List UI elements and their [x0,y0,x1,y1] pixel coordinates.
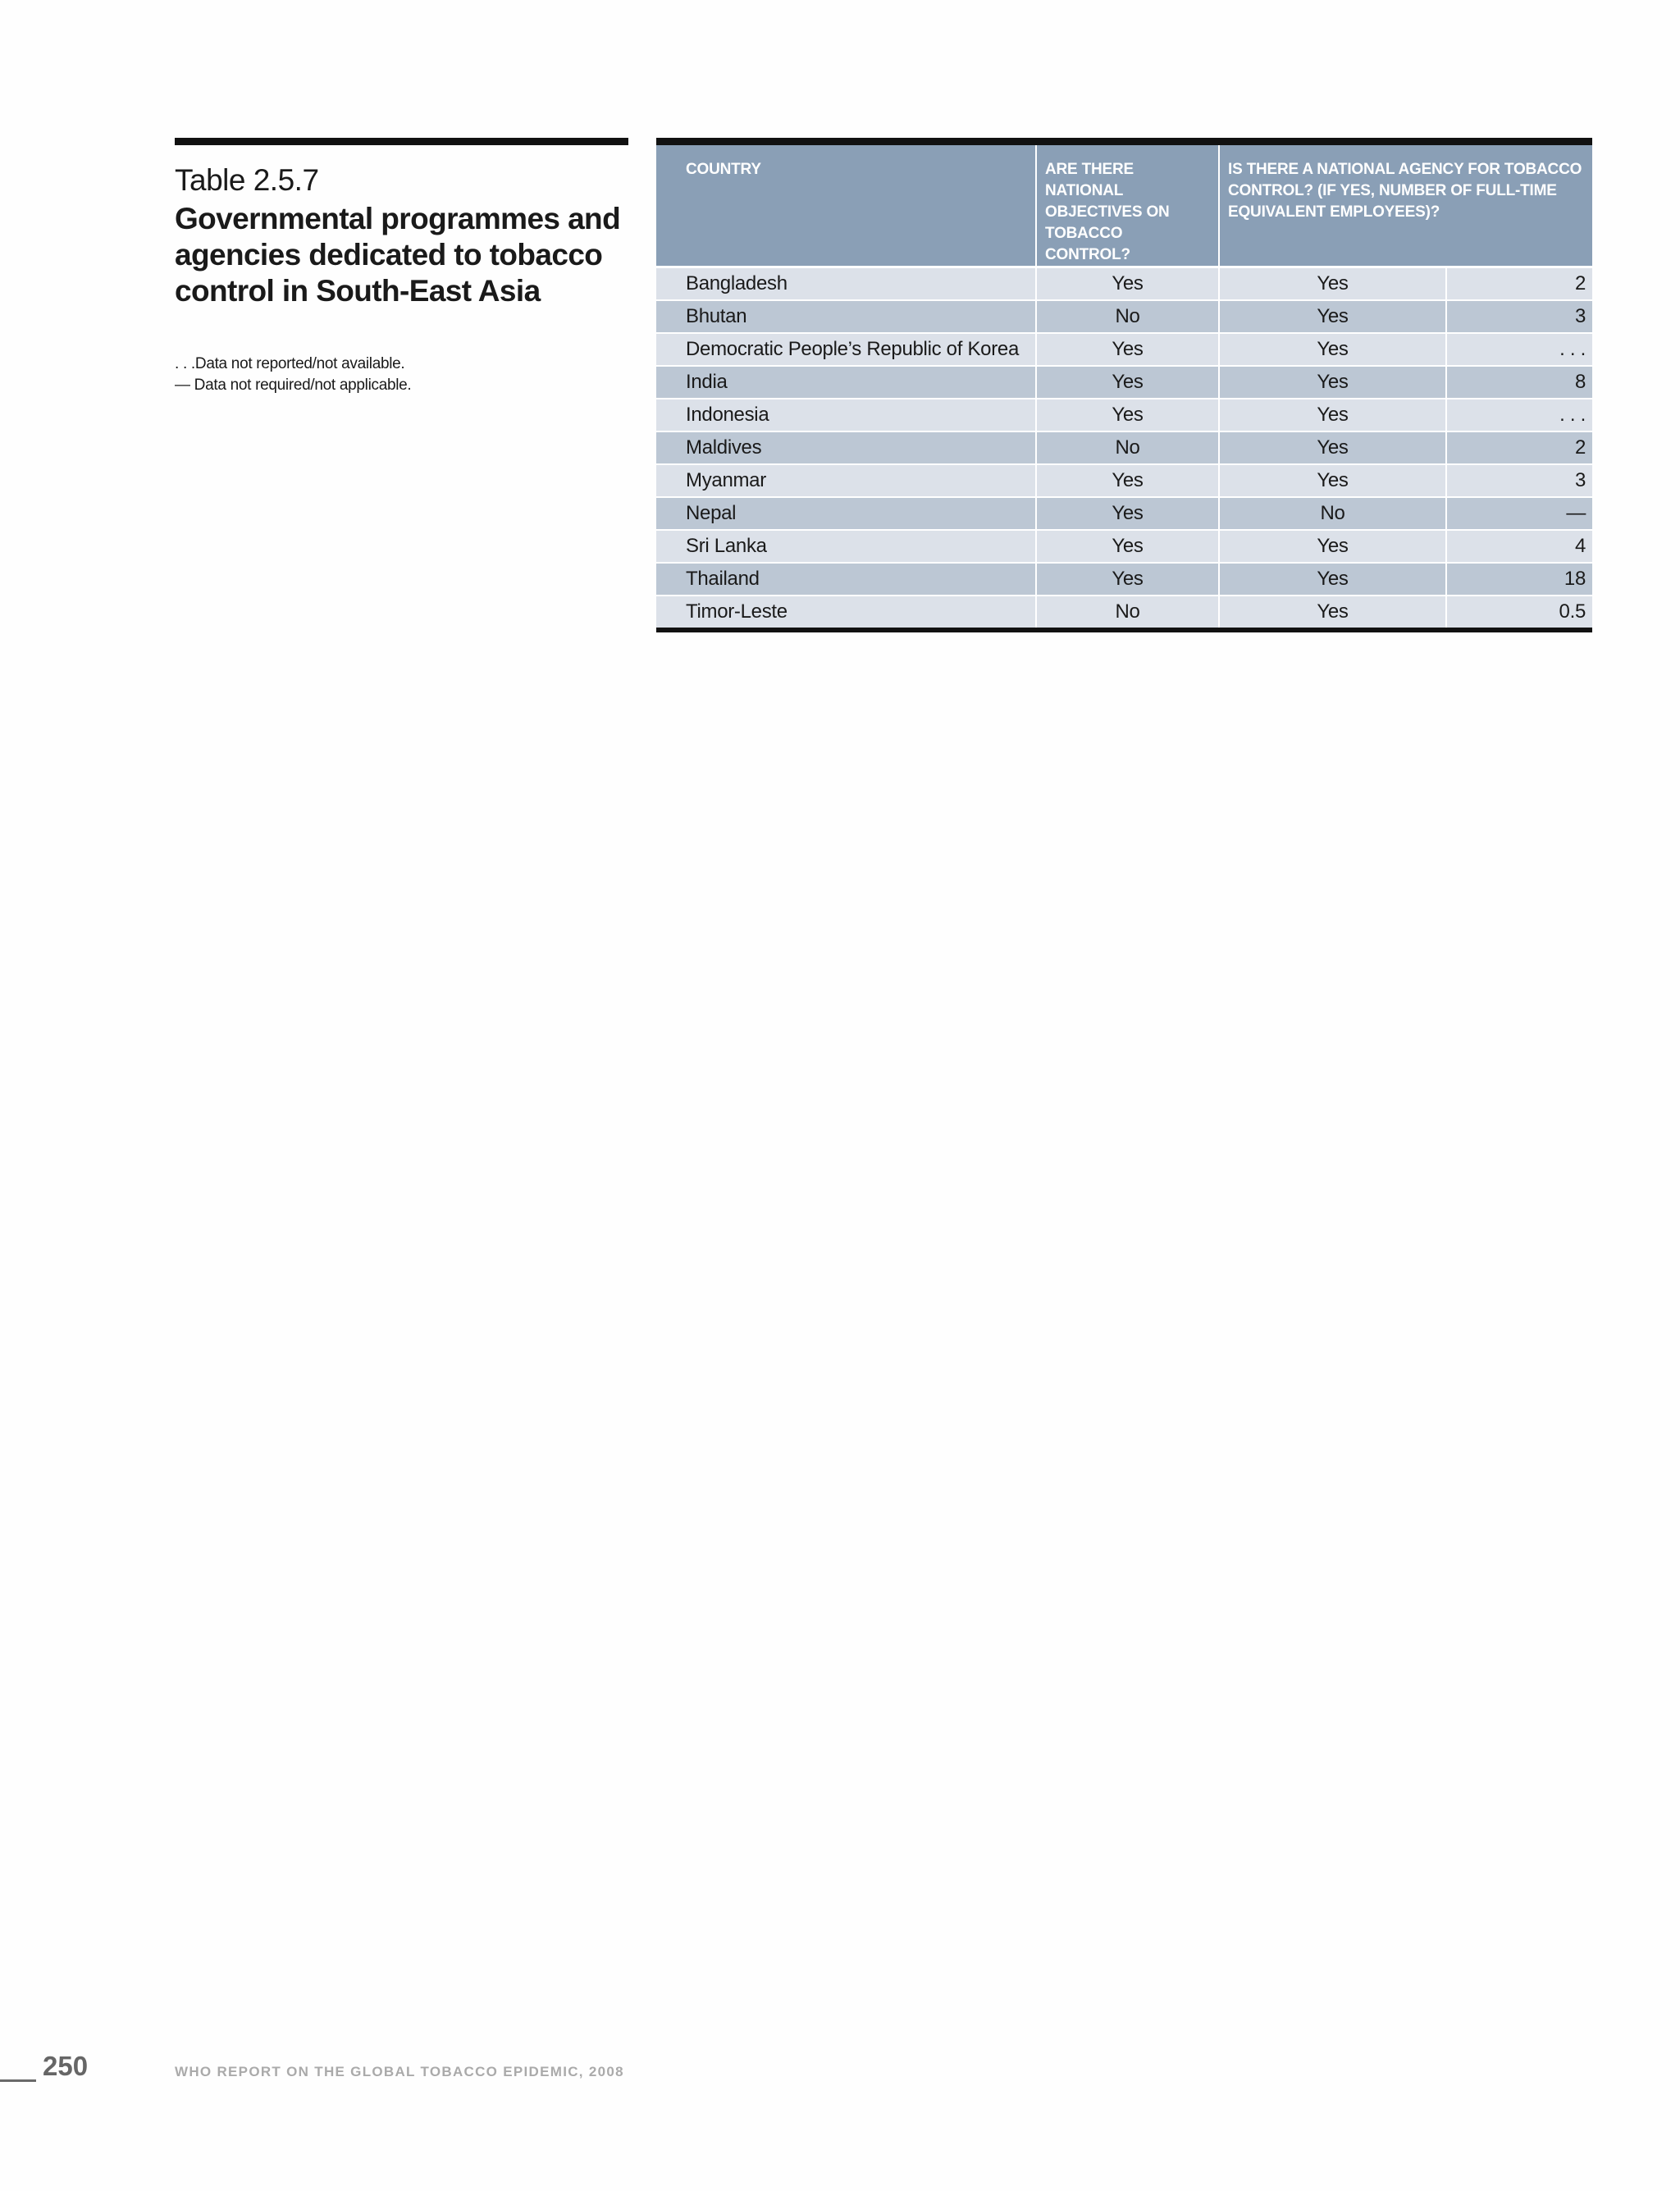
table-row [656,464,1592,497]
cell-employees: 3 [1446,300,1592,333]
table-row [656,333,1592,366]
table-number: Table 2.5.7 [175,163,319,197]
cell-agency: Yes [1219,464,1446,497]
cell-agency: No [1219,497,1446,530]
table-row [656,300,1592,333]
cell-country: Sri Lanka [656,530,1036,563]
cell-agency: Yes [1219,530,1446,563]
table-row [656,366,1592,399]
cell-country: India [656,366,1036,399]
cell-employees: 8 [1446,366,1592,399]
table-row [656,563,1592,596]
cell-objectives: Yes [1036,333,1219,366]
cell-employees: 0.5 [1446,596,1592,628]
header-national-objectives: ARE THERE NATIONAL OBJECTIVES ON TOBACCO CONTROL? [1036,145,1219,267]
cell-country: Bangladesh [656,267,1036,301]
cell-objectives: No [1036,300,1219,333]
cell-objectives: Yes [1036,366,1219,399]
publication-title: WHO REPORT ON THE GLOBAL TOBACCO EPIDEMIC, 2008 [175,2064,624,2079]
legend-not-available: . . .Data not reported/not available. [175,355,405,372]
data-table-container [656,138,1592,632]
legend [175,354,628,396]
table-row [656,431,1592,464]
cell-agency: Yes [1219,563,1446,596]
cell-employees: . . . [1446,333,1592,366]
table-body [656,267,1592,628]
cell-objectives: Yes [1036,530,1219,563]
cell-agency: Yes [1219,366,1446,399]
cell-employees: 18 [1446,563,1592,596]
cell-country: Democratic People’s Republic of Korea [656,333,1036,366]
cell-country: Nepal [656,497,1036,530]
cell-agency: Yes [1219,399,1446,431]
header-national-agency: IS THERE A NATIONAL AGENCY FOR TOBACCO CONTROL? (IF YES, NUMBER OF FULL-TIME EQUIVALENT EMPLOYEES)? [1219,145,1592,267]
table-header-row [656,145,1592,267]
cell-objectives: No [1036,596,1219,628]
cell-employees: 2 [1446,267,1592,301]
data-table [656,145,1592,628]
header-country: COUNTRY [656,145,1036,267]
legend-not-applicable: — Data not required/not applicable. [175,377,412,394]
cell-objectives: Yes [1036,497,1219,530]
page-number: 250 [43,2051,89,2081]
cell-employees: . . . [1446,399,1592,431]
cell-country: Indonesia [656,399,1036,431]
footer-rule [0,2079,36,2082]
table-row [656,267,1592,301]
cell-objectives: No [1036,431,1219,464]
table-row [656,497,1592,530]
table-title-block [175,138,628,396]
cell-country: Maldives [656,431,1036,464]
table-row [656,399,1592,431]
cell-employees: — [1446,497,1592,530]
table-row [656,530,1592,563]
cell-country: Timor-Leste [656,596,1036,628]
cell-employees: 3 [1446,464,1592,497]
cell-agency: Yes [1219,267,1446,301]
cell-objectives: Yes [1036,267,1219,301]
cell-objectives: Yes [1036,464,1219,497]
cell-agency: Yes [1219,300,1446,333]
cell-employees: 4 [1446,530,1592,563]
cell-agency: Yes [1219,431,1446,464]
cell-objectives: Yes [1036,399,1219,431]
cell-employees: 2 [1446,431,1592,464]
table-row [656,596,1592,628]
cell-country: Thailand [656,563,1036,596]
table-title: Governmental programmes and agencies dedicated to tobacco control in South-East Asia [175,202,621,308]
cell-agency: Yes [1219,333,1446,366]
cell-country: Myanmar [656,464,1036,497]
cell-agency: Yes [1219,596,1446,628]
cell-objectives: Yes [1036,563,1219,596]
cell-country: Bhutan [656,300,1036,333]
